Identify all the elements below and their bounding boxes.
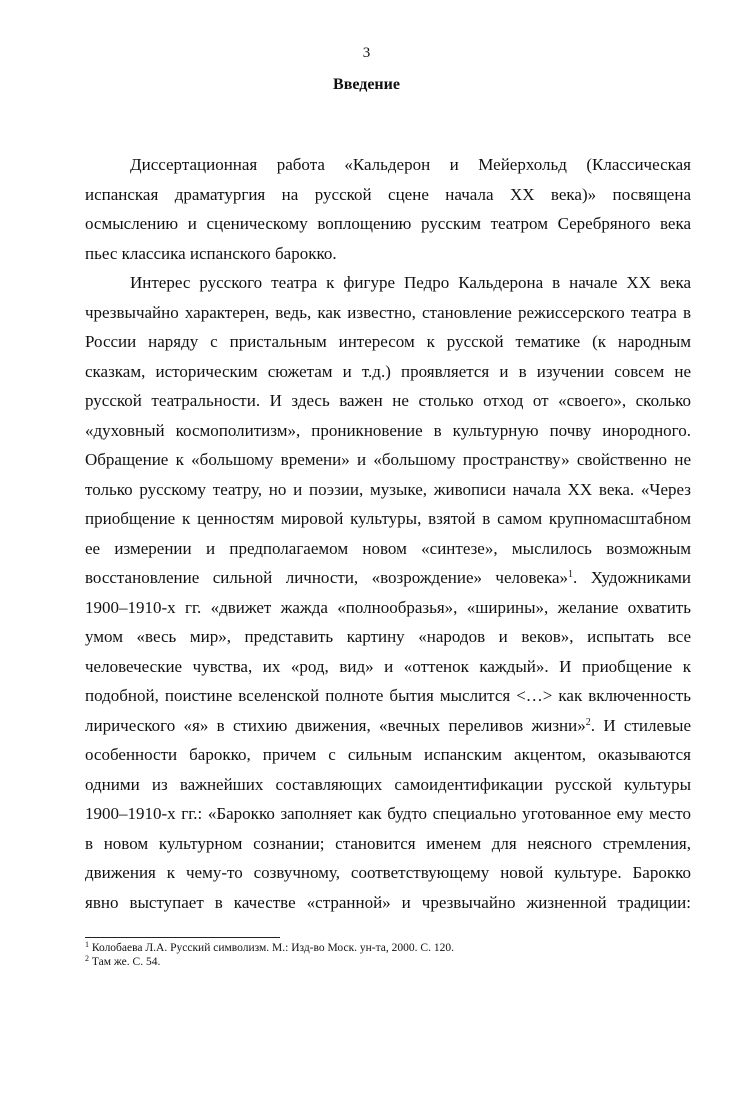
page-number: 3 bbox=[362, 45, 371, 61]
text-line: 1900–1910-х гг. «движет жажда «полнообразья», «ширины», желание охватить bbox=[85, 597, 691, 617]
text-line: движения к чему-то созвучному, соответствующему новой культуре. Барокко bbox=[85, 863, 691, 882]
footnote-divider bbox=[85, 937, 280, 938]
text-segment: . Художниками bbox=[573, 568, 691, 587]
footnote-text: Там же. С. 54. bbox=[89, 956, 161, 968]
footnote-2 bbox=[85, 955, 691, 969]
footnote-ref-2[interactable]: 2 bbox=[585, 716, 591, 728]
text-line: Интерес русского театра к фигуре Педро Кальдерона в начале XX века bbox=[130, 273, 691, 292]
text-line: 1900–1910-х гг.: «Барокко заполняет как будто специально уготованное ему место bbox=[85, 804, 691, 823]
footnote-text: Колобаева Л.А. Русский символизм. М.: Изд-во Моск. ун-та, 2000. С. 120. bbox=[89, 942, 454, 954]
text-line: умом «весь мир», представить картину «народов и веков», испытать все bbox=[85, 627, 691, 646]
text-line: осмыслению и сценическому воплощению русским театром Серебряного века bbox=[85, 214, 691, 233]
body-text bbox=[85, 150, 691, 917]
footnote-mark: 2 bbox=[85, 954, 89, 963]
text-segment: лирического «я» в стихию движения, «вечных переливов жизни» bbox=[85, 715, 586, 735]
text-line: сказкам, историческим сюжетам и т.д.) проявляется и в изучении совсем не bbox=[85, 361, 691, 381]
text-line: в новом культурном сознании; становится именем для неясного стремления, bbox=[85, 833, 691, 853]
text-line: человеческие чувства, их «род, вид» и «оттенок каждый». И приобщение к bbox=[85, 656, 691, 676]
text-line-with-footnote bbox=[85, 711, 691, 741]
text-segment: . И стилевые bbox=[590, 715, 691, 735]
text-segment: восстановление сильной личности, «возрождение» человека» bbox=[85, 568, 569, 587]
text-line: чрезвычайно характерен, ведь, как известно, становление режиссерского театра в bbox=[85, 302, 691, 322]
text-line: пьес классика испанского барокко. bbox=[85, 243, 337, 263]
section-heading: Введение bbox=[333, 76, 400, 93]
text-line: России наряду с пристальным интересом к русской тематике (к народным bbox=[85, 332, 691, 351]
footnote-mark: 1 bbox=[85, 940, 89, 949]
text-line: приобщение к ценностям мировой культуры, взятой в самом крупномасштабном bbox=[85, 509, 691, 528]
text-line: только русскому театру, но и поэзии, музыке, живописи начала XX века. «Через bbox=[85, 479, 691, 499]
text-line: Обращение к «большому времени» и «большому пространству» свойственно не bbox=[85, 450, 691, 469]
text-line: особенности барокко, причем с сильным испанским акцентом, оказываются bbox=[85, 745, 691, 764]
text-line: одними из важнейших составляющих самоидентификации русской культуры bbox=[85, 774, 691, 794]
text-line: Диссертационная работа «Кальдерон и Мейерхольд (Классическая bbox=[130, 155, 691, 174]
footnote-ref-1[interactable]: 1 bbox=[568, 569, 574, 580]
text-line: подобной, поистине вселенской полноте бытия мыслится <…> как включенность bbox=[85, 686, 691, 705]
text-line: «духовный космополитизм», проникновение в культурную почву инородного. bbox=[85, 420, 691, 440]
text-line: ее измерении и предполагаемом новом «синтезе», мыслилось возможным bbox=[85, 538, 691, 558]
text-line: русской театральности. И здесь важен не столько отход от «своего», сколько bbox=[85, 391, 691, 410]
text-line-with-footnote bbox=[85, 563, 691, 593]
text-line: испанская драматургия на русской сцене начала XX века)» посвящена bbox=[85, 184, 691, 204]
footnotes bbox=[85, 941, 691, 969]
text-line: явно выступает в качестве «странной» и чрезвычайно жизненной традиции: bbox=[85, 892, 691, 912]
footnote-1 bbox=[85, 941, 691, 955]
